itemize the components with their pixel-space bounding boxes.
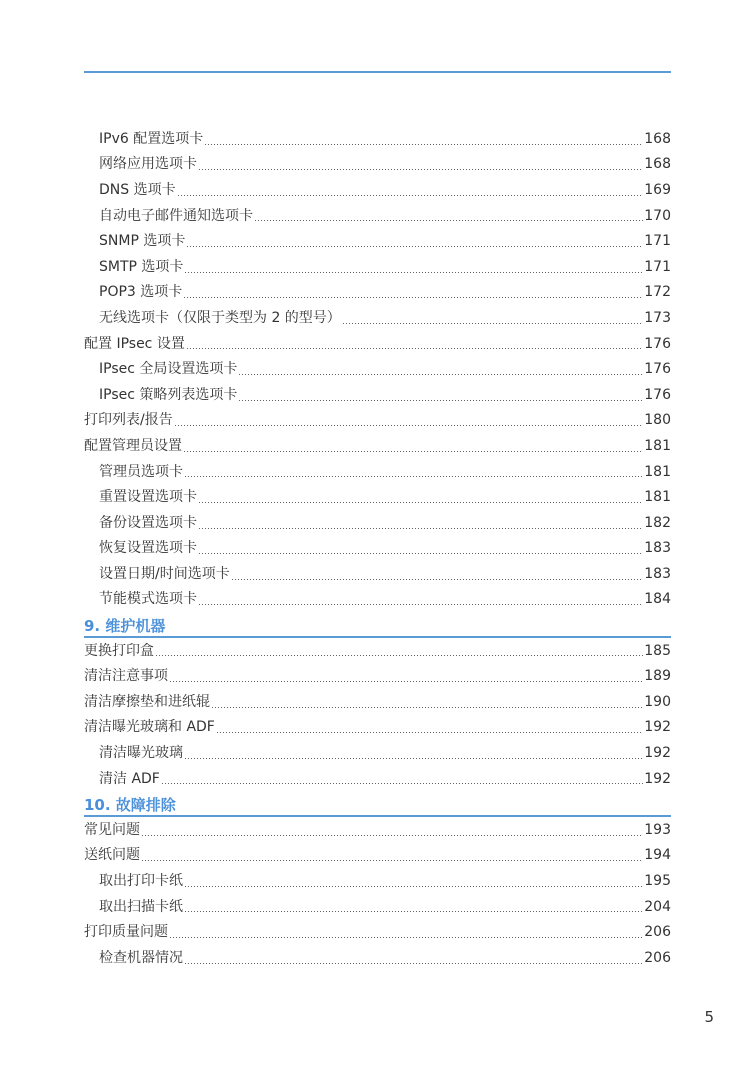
toc-entry-page: 194 xyxy=(644,847,671,864)
dot-leader xyxy=(238,374,643,375)
toc-entry[interactable] xyxy=(84,280,671,306)
toc-entry[interactable] xyxy=(84,638,671,664)
toc-entry-title: POP3 选项卡 xyxy=(99,284,183,301)
toc-entry[interactable] xyxy=(84,459,671,485)
dot-leader xyxy=(204,144,643,145)
toc-entry-title: 配置管理员设置 xyxy=(84,437,182,454)
toc-entry-page: 172 xyxy=(644,284,671,301)
dot-leader xyxy=(183,451,643,452)
dot-leader xyxy=(198,502,643,503)
dot-leader xyxy=(141,835,643,836)
toc-entry[interactable] xyxy=(84,689,671,715)
dot-leader xyxy=(186,348,643,349)
dot-leader xyxy=(231,579,644,580)
toc-entry[interactable] xyxy=(84,331,671,357)
page-number: 5 xyxy=(704,1008,714,1026)
toc-entry[interactable] xyxy=(84,843,671,869)
toc-entry[interactable] xyxy=(84,945,671,971)
toc-entry-title: IPv6 配置选项卡 xyxy=(99,130,204,147)
toc-entry[interactable] xyxy=(84,228,671,254)
toc-entry-page: 192 xyxy=(644,770,671,787)
dot-leader xyxy=(174,425,644,426)
toc-entry-title: 清洁摩擦垫和进纸辊 xyxy=(84,693,210,710)
toc-entry-title: DNS 选项卡 xyxy=(99,181,176,198)
toc-entry-page: 184 xyxy=(644,591,671,608)
toc-entry-page: 176 xyxy=(644,386,671,403)
toc-entry-page: 168 xyxy=(644,156,671,173)
toc-entry[interactable] xyxy=(84,536,671,562)
toc-entry-title: 自动电子邮件通知选项卡 xyxy=(99,207,253,224)
toc-entry-page: 204 xyxy=(644,898,671,915)
toc-entry[interactable] xyxy=(84,203,671,229)
toc-entry-page: 193 xyxy=(644,821,671,838)
toc-entry[interactable] xyxy=(84,484,671,510)
toc-entry-page: 185 xyxy=(644,642,671,659)
toc-entry[interactable] xyxy=(84,715,671,741)
toc-entry[interactable] xyxy=(84,817,671,843)
toc-entry-title: IPsec 全局设置选项卡 xyxy=(99,361,238,378)
toc-entry-title: 检查机器情况 xyxy=(99,949,183,966)
dot-leader xyxy=(183,297,643,298)
toc-entry-title: 清洁曝光玻璃和 ADF xyxy=(84,719,215,736)
toc-entry-page: 180 xyxy=(644,412,671,429)
dot-leader xyxy=(238,400,643,401)
toc-entry-title: 重置设置选项卡 xyxy=(99,489,197,506)
toc-entry-page: 195 xyxy=(644,873,671,890)
dot-leader xyxy=(342,323,643,324)
dot-leader xyxy=(184,476,643,477)
toc-entry-page: 171 xyxy=(644,233,671,250)
dot-leader xyxy=(211,707,643,708)
toc-entry-page: 189 xyxy=(644,668,671,685)
toc-entry-page: 192 xyxy=(644,719,671,736)
toc-entry-title: 取出打印卡纸 xyxy=(99,873,183,890)
toc-entry-title: 恢复设置选项卡 xyxy=(99,540,197,557)
toc-entry[interactable] xyxy=(84,382,671,408)
toc-entry[interactable] xyxy=(84,510,671,536)
toc-entry[interactable] xyxy=(84,561,671,587)
toc-entry[interactable] xyxy=(84,305,671,331)
dot-leader xyxy=(198,604,643,605)
dot-leader xyxy=(184,911,643,912)
toc-entry-title: 清洁曝光玻璃 xyxy=(99,745,183,762)
toc-entry-title: 备份设置选项卡 xyxy=(99,514,197,531)
toc-entry[interactable] xyxy=(84,663,671,689)
toc-entry[interactable] xyxy=(84,408,671,434)
dot-leader xyxy=(161,783,643,784)
toc-entry[interactable] xyxy=(84,766,671,792)
toc-entry-page: 169 xyxy=(644,181,671,198)
toc-entry[interactable] xyxy=(84,126,671,152)
toc-entry[interactable] xyxy=(84,587,671,613)
dot-leader xyxy=(216,732,643,733)
toc-entry-title: 节能模式选项卡 xyxy=(99,591,197,608)
dot-leader xyxy=(169,937,643,938)
toc-entry-page: 206 xyxy=(644,924,671,941)
dot-leader xyxy=(184,886,643,887)
toc-entry-title: 清洁 ADF xyxy=(99,770,160,787)
toc-entry-page: 181 xyxy=(644,463,671,480)
toc-entry-page: 182 xyxy=(644,514,671,531)
toc-entry-page: 190 xyxy=(644,693,671,710)
toc-entry-page: 183 xyxy=(644,540,671,557)
toc-entry-page: 181 xyxy=(644,437,671,454)
dot-leader xyxy=(184,758,643,759)
toc-entry-page: 176 xyxy=(644,335,671,352)
dot-leader xyxy=(184,963,643,964)
toc-entry-title: 配置 IPsec 设置 xyxy=(84,335,185,352)
toc-entry-title: 管理员选项卡 xyxy=(99,463,183,480)
chapter-heading-9[interactable]: 9. 维护机器 xyxy=(84,612,671,638)
toc-entry-title: 更换打印盒 xyxy=(84,642,154,659)
table-of-contents xyxy=(84,126,671,971)
dot-leader xyxy=(169,681,643,682)
toc-entry-page: 171 xyxy=(644,258,671,275)
toc-entry-title: 网络应用选项卡 xyxy=(99,156,197,173)
dot-leader xyxy=(155,655,643,656)
dot-leader xyxy=(198,528,643,529)
chapter-heading-10[interactable]: 10. 故障排除 xyxy=(84,791,671,817)
toc-entry[interactable] xyxy=(84,254,671,280)
toc-entry-title: 常见问题 xyxy=(84,821,140,838)
toc-entry-title: 打印质量问题 xyxy=(84,924,168,941)
dot-leader xyxy=(184,272,643,273)
dot-leader xyxy=(198,169,643,170)
dot-leader xyxy=(254,220,643,221)
toc-entry-title: SMTP 选项卡 xyxy=(99,258,184,275)
dot-leader xyxy=(177,195,644,196)
toc-entry-page: 183 xyxy=(644,565,671,582)
dot-leader xyxy=(198,553,643,554)
toc-entry-title: IPsec 策略列表选项卡 xyxy=(99,386,238,403)
header-rule xyxy=(84,71,671,73)
dot-leader xyxy=(141,860,643,861)
toc-entry[interactable] xyxy=(84,177,671,203)
toc-entry-page: 206 xyxy=(644,949,671,966)
toc-entry-page: 181 xyxy=(644,489,671,506)
toc-entry[interactable] xyxy=(84,152,671,178)
toc-entry-page: 168 xyxy=(644,130,671,147)
dot-leader xyxy=(186,246,643,247)
toc-entry-page: 173 xyxy=(644,309,671,326)
toc-entry[interactable] xyxy=(84,894,671,920)
toc-entry-title: 设置日期/时间选项卡 xyxy=(99,565,230,582)
toc-entry[interactable] xyxy=(84,433,671,459)
toc-entry[interactable] xyxy=(84,740,671,766)
toc-entry-page: 192 xyxy=(644,745,671,762)
toc-entry-title: 清洁注意事项 xyxy=(84,668,168,685)
toc-entry-title: 取出扫描卡纸 xyxy=(99,898,183,915)
toc-entry-title: SNMP 选项卡 xyxy=(99,233,186,250)
toc-entry-title: 无线选项卡（仅限于类型为 2 的型号） xyxy=(99,309,341,326)
toc-entry-title: 送纸问题 xyxy=(84,847,140,864)
toc-entry[interactable] xyxy=(84,868,671,894)
toc-entry-title: 打印列表/报告 xyxy=(84,412,173,429)
toc-entry-page: 170 xyxy=(644,207,671,224)
toc-entry[interactable] xyxy=(84,356,671,382)
toc-entry-page: 176 xyxy=(644,361,671,378)
toc-entry[interactable] xyxy=(84,919,671,945)
